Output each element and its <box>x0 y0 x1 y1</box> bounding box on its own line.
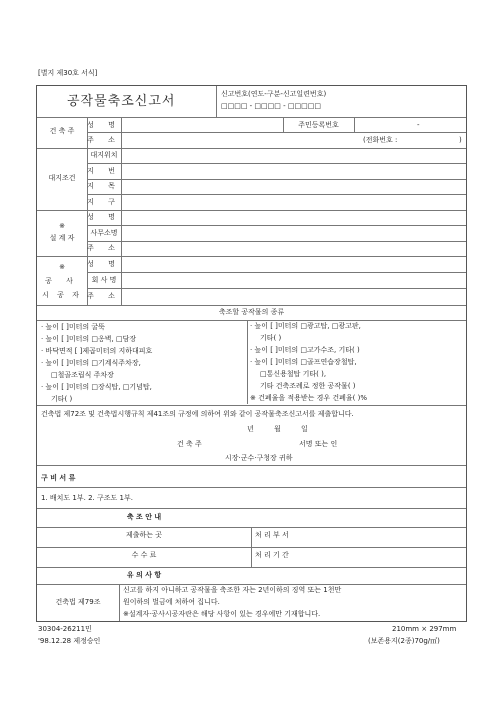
report-form <box>36 85 467 622</box>
footer-size: 210mm × 297mm <box>392 625 457 633</box>
type-left-7: 기타( ) <box>51 395 73 403</box>
form-title: 공작물축조신고서 <box>67 94 176 109</box>
declaration-statement: 건축법 제72조 및 건축법시행규칙 제41조의 규정에 의하여 위와 같이 공작물축조신고서를 제출합니다. <box>41 410 354 418</box>
builder-section-label: 건 축 주 <box>49 127 75 135</box>
type-right-7: ※ 건폐율을 적용받는 경우 건폐율( )% <box>250 394 368 402</box>
footer-code: 30304-26211민 <box>38 625 92 633</box>
builder-phone-close: ) <box>459 136 462 144</box>
contractor-section-label-2: 시 공 자 <box>42 291 82 299</box>
type-right-5: □통신용철탑 기타( ), <box>260 370 327 378</box>
type-right-1: · 높이 [ ]미터의 □광고탑, □광고판, <box>250 322 361 330</box>
type-left-3: · 바닥면적 [ ]제곱미터의 지하대피호 <box>41 347 153 355</box>
guide-heading: 축 조 안 내 <box>126 513 162 521</box>
site-section-label: 대지조건 <box>48 174 76 182</box>
notes-line-2: 원이하의 벌금에 처하여 집니다. <box>123 598 220 606</box>
footer-approved: '98.12.28 제정승인 <box>38 637 101 645</box>
docs-items: 1. 배치도 1부. 2. 구조도 1부. <box>41 494 133 502</box>
contractor-section-label-1: 공 사 <box>45 277 79 285</box>
notes-law-label: 건축법 제79조 <box>55 598 101 606</box>
notes-heading: 유 의 사 항 <box>126 571 162 579</box>
type-left-4: · 높이 [ ]미터의 □기계식주차장, <box>41 359 141 367</box>
types-heading: 축조할 공작물의 종류 <box>218 308 285 316</box>
designer-name-label: 성 명 <box>87 213 121 221</box>
period-label: 처 리 기 간 <box>255 551 289 559</box>
designer-office-label: 사무소명 <box>90 229 118 237</box>
declaration-date: 년 월 일 <box>247 425 308 433</box>
site-zone-label: 지 구 <box>87 198 121 206</box>
footer-paper: (보존용지(2종)70g/㎡) <box>368 637 440 645</box>
designer-mark: ※ <box>59 222 65 230</box>
designer-section-label: 설 계 자 <box>49 234 75 242</box>
type-right-3: · 높이 [ ]미터의 □고가수조, 기타( ) <box>250 346 360 354</box>
type-right-4: · 높이 [ ]미터의 □골프연습장철탑, <box>250 358 357 366</box>
type-right-6: 기타 건축조례로 정한 공작물( ) <box>260 382 356 390</box>
builder-id-dash: - <box>417 121 420 129</box>
type-left-2: · 높이 [ ]미터의 □옹벽, □담장 <box>41 335 137 343</box>
builder-id-label: 주민등록번호 <box>298 121 339 129</box>
dept-label: 처 리 부 서 <box>255 531 289 539</box>
notes-line-3: ※설계자·공사시공자란은 해당 사항이 있는 경우에만 기재합니다. <box>123 610 321 618</box>
site-location-label: 대지위치 <box>90 151 118 159</box>
submit-to-label: 제출하는 곳 <box>125 531 163 539</box>
recipient-label: 시장·군수·구청장 귀하 <box>225 454 293 462</box>
type-right-2: 기타( ) <box>260 334 282 342</box>
report-number-label: 신고번호(연도-구분-신고일련번호) <box>221 90 327 98</box>
signature-label: 서명 또는 인 <box>299 440 338 448</box>
site-category-label: 지 목 <box>87 182 121 190</box>
contractor-company-label: 회 사 명 <box>91 276 117 284</box>
report-number-boxes: □□□□ - □□□□ - □□□□□ <box>221 102 321 110</box>
type-left-6: · 높이 [ ]미터의 □장식탑, □기념탑, <box>41 383 152 391</box>
notes-line-1: 신고를 하지 아니하고 공작물을 축조한 자는 2년이하의 징역 또는 1천만 <box>123 586 342 594</box>
contractor-mark: ※ <box>59 263 65 271</box>
builder-address-label: 주 소 <box>87 136 121 144</box>
designer-address-label: 주 소 <box>87 244 121 252</box>
contractor-address-label: 주 소 <box>87 292 121 300</box>
site-lot-label: 지 번 <box>87 167 121 175</box>
type-left-5: □철골조립식 주차장 <box>51 371 114 379</box>
builder-name-label: 성 명 <box>87 121 121 129</box>
docs-heading: 구 비 서 류 <box>41 474 76 482</box>
form-reference: [별지 제30호 서식] <box>38 69 98 77</box>
applicant-label: 건 축 주 <box>177 440 202 448</box>
fee-label: 수 수 료 <box>131 551 157 559</box>
builder-phone-label: (전화번호 : <box>363 136 398 144</box>
type-left-1: · 높이 [ ]미터의 굴뚝 <box>41 323 105 331</box>
contractor-name-label: 성 명 <box>87 260 121 268</box>
